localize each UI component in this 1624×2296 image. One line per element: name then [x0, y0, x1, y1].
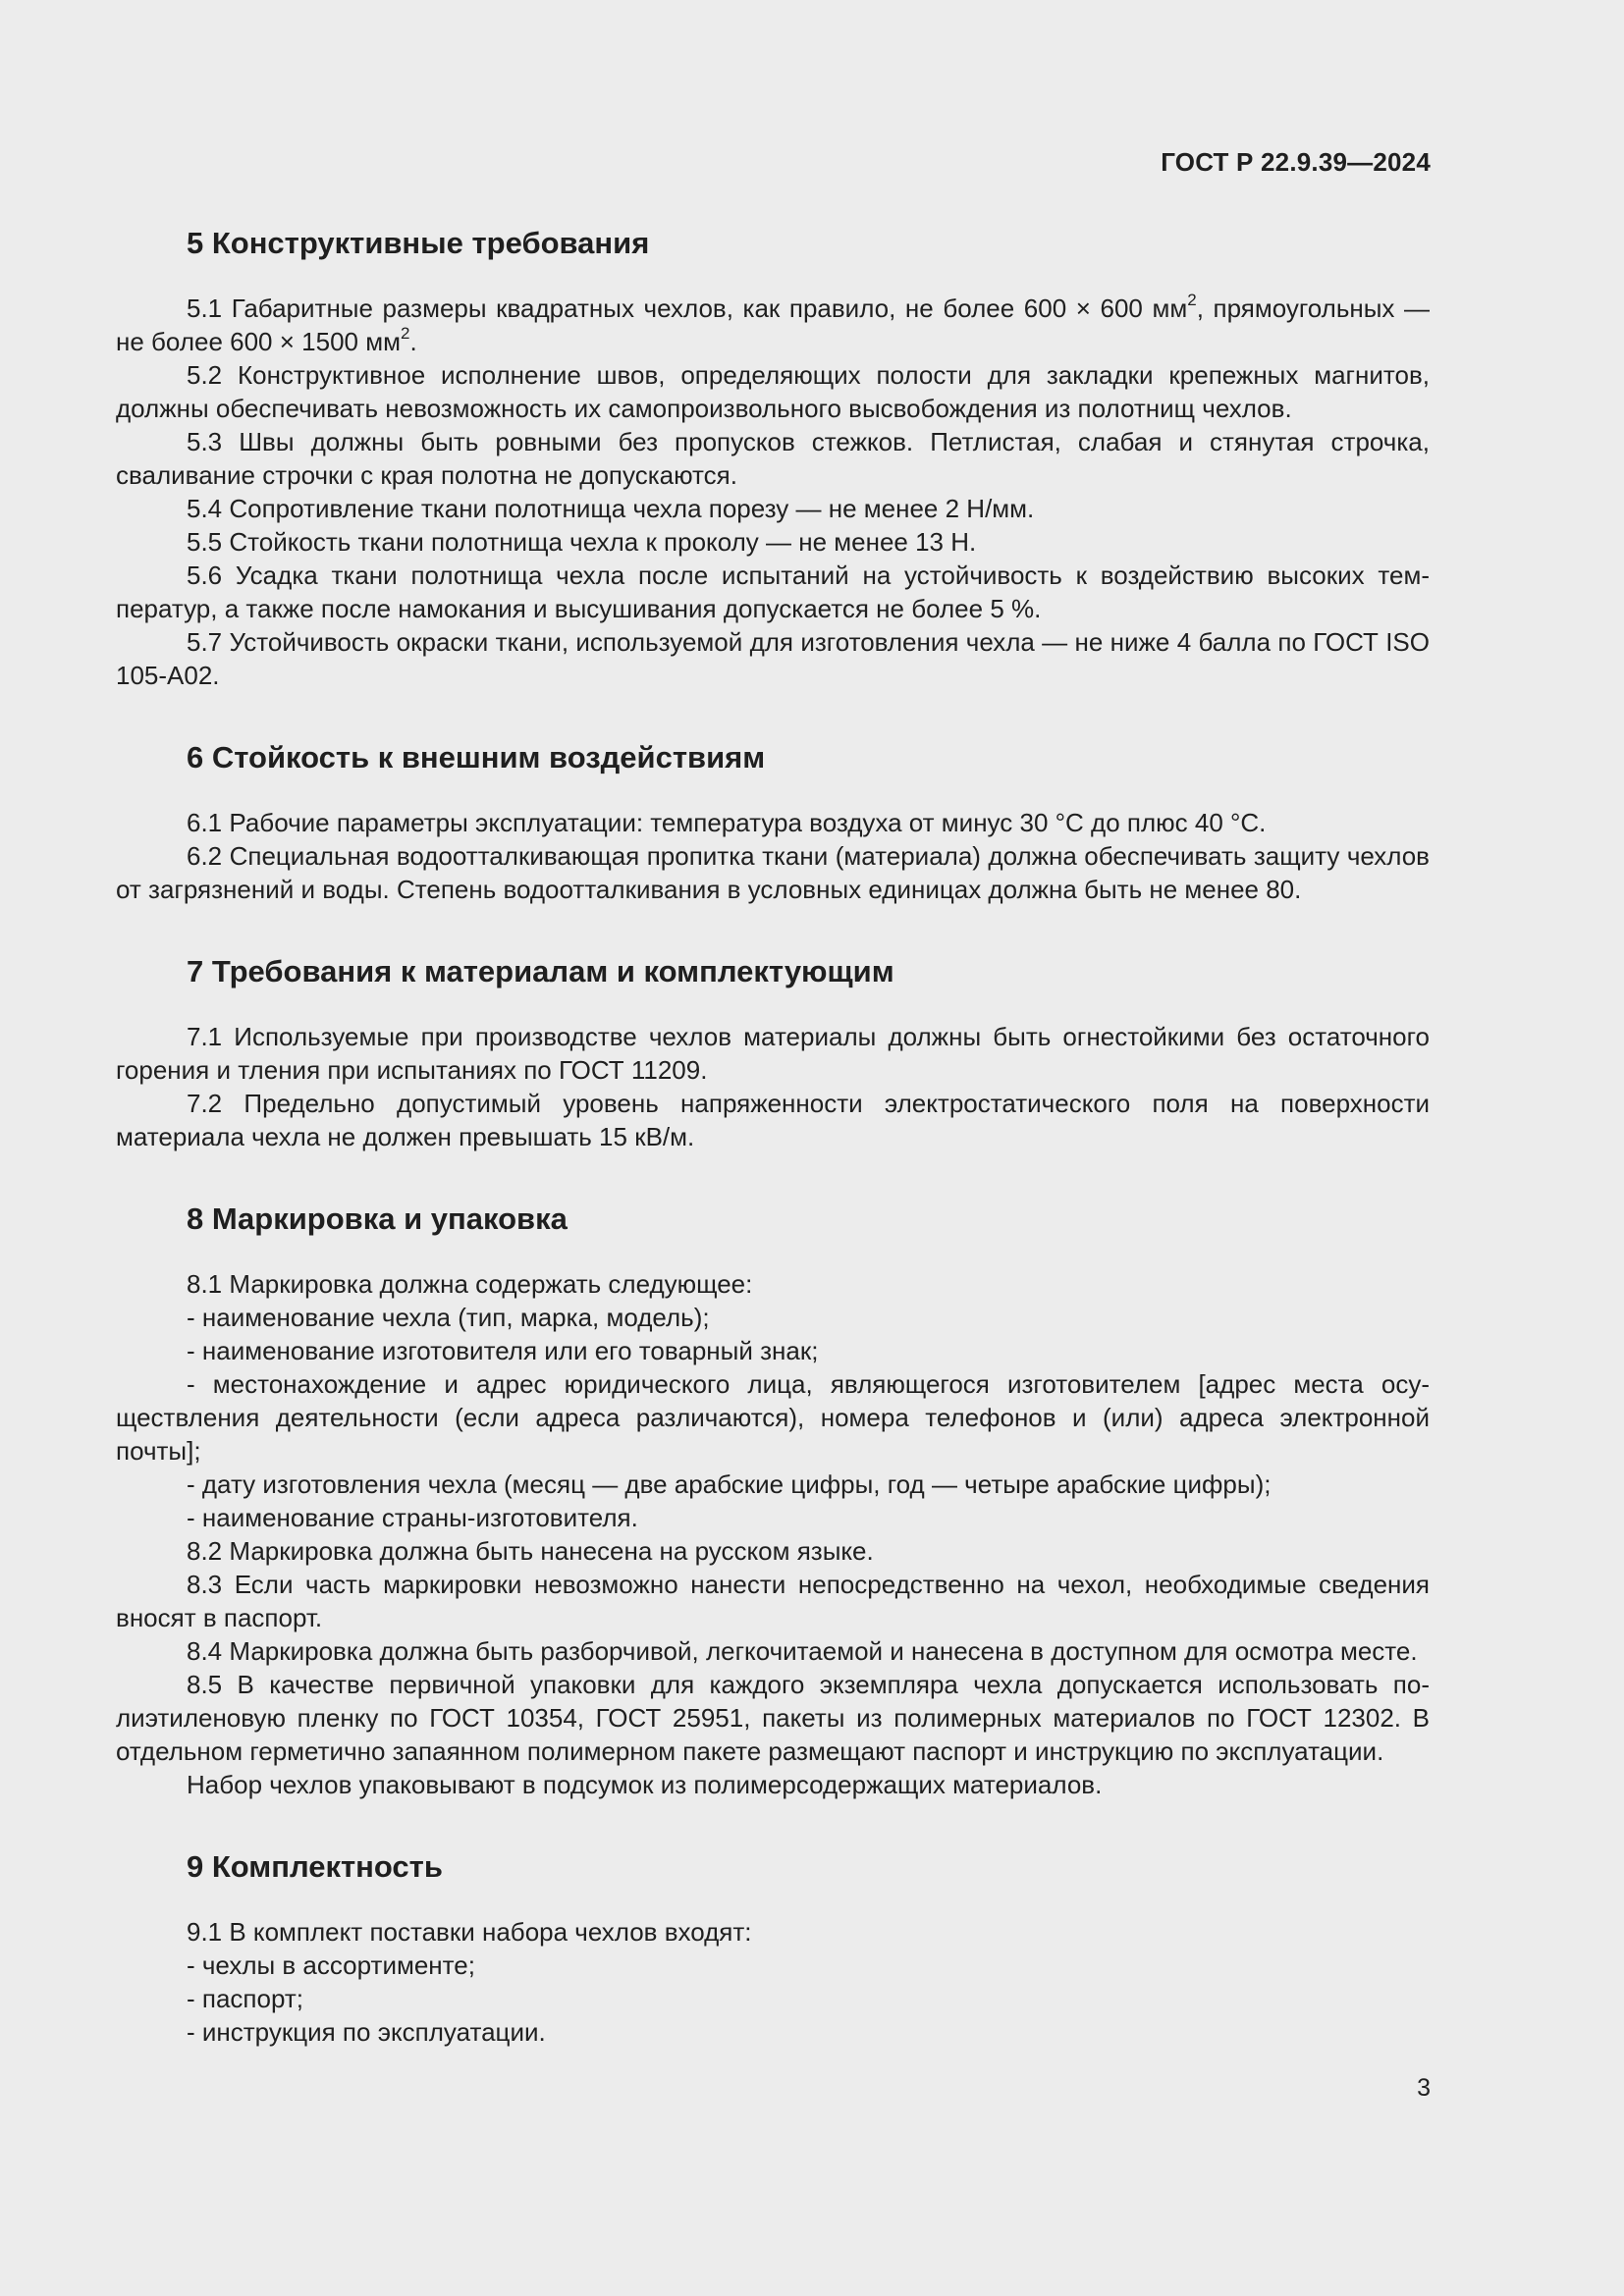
list-item: - наименование изготовителя или его товарный знак; [187, 1336, 819, 1365]
section-title: 6 Стойкость к внешним воздействиям [187, 740, 766, 774]
paragraph: 5.1 Габаритные размеры квадратных чехлов, как правило, не более 600 × 600 $мм^2$, прямоугольных — не более 600 × 1500 $мм^2$. [116, 291, 1430, 356]
page-number: 3 [1417, 2074, 1431, 2102]
paragraph: 6.2 Специальная водоотталкивающая пропитка ткани (материала) должна обеспечивать защиту чехлов от загрязнений и воды. Степень водоотталкивания в условных единицах должна быть не менее 80. [116, 841, 1430, 904]
paragraph: 7.1 Используемые при производстве чехлов материалы должны быть огнестойкими без остаточного горения и тления при испытаниях по ГОСТ 11209. [116, 1022, 1430, 1085]
list-item: - инструкция по эксплуатации. [187, 2017, 546, 2047]
section-title: 9 Комплектность [187, 1849, 443, 1884]
document-code: ГОСТ Р 22.9.39—2024 [1161, 147, 1431, 177]
paragraph: 5.4 Сопротивление ткани полотнища чехла порезу — не менее 2 Н/мм. [187, 494, 1035, 523]
section-title: 7 Требования к материалам и комплектующим [187, 954, 894, 988]
paragraph: 8.4 Маркировка должна быть разборчивой, легкочитаемой и нанесена в доступном для осмотра месте. [187, 1636, 1418, 1666]
section-7 [116, 949, 1430, 1153]
document-body [116, 221, 1430, 2092]
section-title: 5 Конструктивные требования [187, 226, 650, 260]
paragraph: Набор чехлов упаковывают в подсумок из полимерсодержащих материалов. [187, 1770, 1103, 1799]
paragraph: 5.6 Усадка ткани полотнища чехла после испытаний на устойчивость к воздействию высоких температур, а также после намокания и высушивания допускается не более 5 %. [116, 561, 1430, 623]
paragraph: 5.7 Устойчивость окраски ткани, используемой для изготовления чехла — не ниже 4 балла по ГОСТ ISO 105-A02. [116, 627, 1430, 690]
list-item: - паспорт; [187, 1984, 303, 2013]
section-6 [116, 735, 1430, 906]
paragraph: 8.5 В качестве первичной упаковки для каждого экземпляра чехла допускается использовать полиэтиленовую пленку по ГОСТ 10354, ГОСТ 25951, пакеты из полимерных материалов по ГОСТ 12302. В отдельном герметично запаянном полимерном пакете размещают паспорт и инструкцию по эксплуатации. [116, 1670, 1430, 1766]
section-title: 8 Маркировка и упаковка [187, 1201, 568, 1236]
paragraph: 9.1 В комплект поставки набора чехлов входят: [187, 1917, 752, 1947]
section-8 [116, 1197, 1430, 1801]
paragraph: 5.5 Стойкость ткани полотнища чехла к проколу — не менее 13 Н. [187, 527, 977, 557]
paragraph: 6.1 Рабочие параметры эксплуатации: температура воздуха от минус 30 °С до плюс 40 °С. [187, 808, 1267, 837]
paragraph: 5.2 Конструктивное исполнение швов, определяющих полости для закладки крепежных магнитов, должны обеспечивать невозможность их самопроизвольного высвобождения из полотнищ чехлов. [116, 360, 1430, 423]
list-item: - наименование чехла (тип, марка, модель); [187, 1303, 710, 1332]
list-item: - чехлы в ассортименте; [187, 1950, 475, 1980]
paragraph: 5.3 Швы должны быть ровными без пропусков стежков. Петлистая, слабая и стянутая строчка, сваливание строчки с края полотна не допускаются. [116, 427, 1430, 490]
list-item: - наименование страны-изготовителя. [187, 1503, 638, 1532]
section-9 [116, 1844, 1430, 2049]
paragraph: 8.1 Маркировка должна содержать следующее: [187, 1269, 753, 1299]
paragraph: 8.3 Если часть маркировки невозможно нанести непосредственно на чехол, необходимые сведения вносят в паспорт. [116, 1570, 1430, 1632]
list-item: - местонахождение и адрес юридического лица, являющегося изготовителем [адрес места осуществления деятельности (если адреса различаются), номера телефонов и (или) адреса электронной почты]; [116, 1369, 1430, 1466]
paragraph: 8.2 Маркировка должна быть нанесена на русском языке. [187, 1536, 874, 1566]
section-5 [116, 221, 1430, 692]
paragraph: 7.2 Предельно допустимый уровень напряженности электростатического поля на поверхности материала чехла не должен превышать 15 кВ/м. [116, 1089, 1430, 1151]
list-item: - дату изготовления чехла (месяц — две арабские цифры, год — четыре арабские цифры); [187, 1469, 1272, 1499]
